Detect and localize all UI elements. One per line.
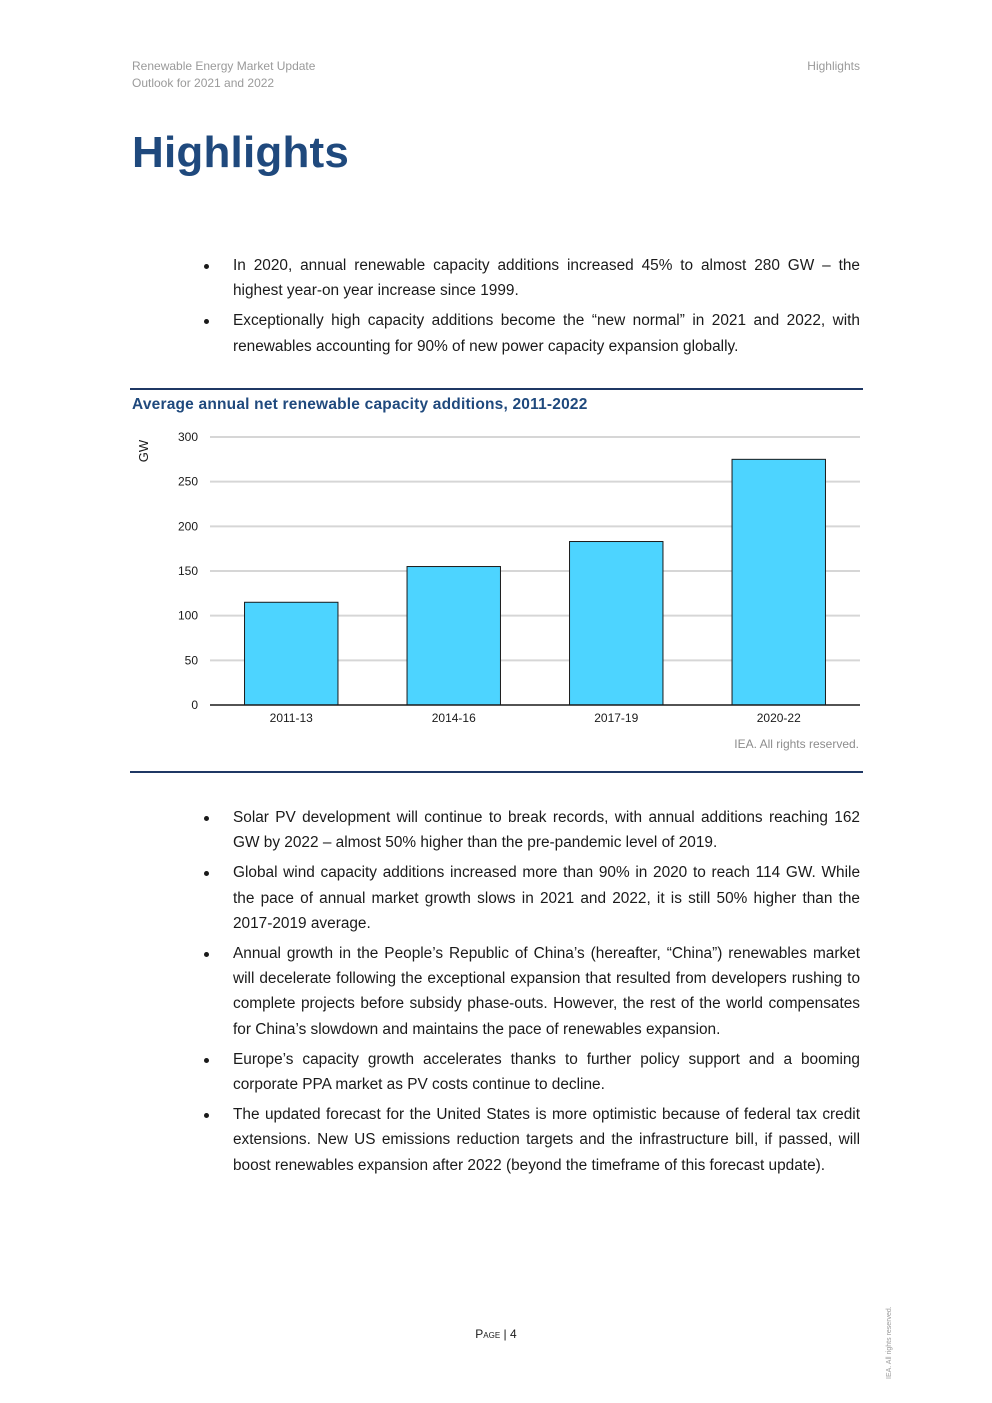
page-number: Page | 4	[475, 1327, 517, 1341]
bar-chart	[130, 425, 865, 730]
bullet-icon	[204, 871, 209, 876]
bullet-icon	[204, 264, 209, 269]
bullet-item	[204, 1047, 860, 1097]
bullet-item	[204, 941, 860, 1042]
bar	[407, 567, 500, 705]
x-tick-label: 2020-22	[756, 711, 801, 725]
bullet-list-top	[204, 253, 860, 364]
y-tick-label: 0	[191, 698, 198, 712]
page-label: Page	[475, 1327, 501, 1341]
bullet-icon	[204, 319, 209, 324]
bullet-icon	[204, 1113, 209, 1118]
bullet-icon	[204, 1058, 209, 1063]
bullet-text: In 2020, annual renewable capacity additions increased 45% to almost 280 GW – the highest year-on year increase since 1999.	[233, 257, 860, 300]
page-title: Highlights	[132, 128, 350, 177]
y-tick-label: 200	[177, 519, 198, 534]
running-header-section: Highlights	[807, 59, 860, 73]
bullet-icon	[204, 816, 209, 821]
x-tick-label: 2011-13	[269, 711, 313, 725]
bullet-item	[204, 860, 860, 936]
y-tick-label: 50	[184, 653, 198, 668]
bullet-text: Global wind capacity additions increased more than 90% in 2020 to reach 114 GW. While the pace of annual market growth slows in 2021 and 2022, it is still 50% higher than the 2017-2019 average.	[233, 864, 860, 932]
chart-bottom-rule	[130, 771, 863, 773]
y-tick-label: 150	[177, 564, 198, 578]
page-number-value: 4	[510, 1327, 517, 1341]
bullet-item	[204, 1102, 860, 1178]
bullet-item	[204, 308, 860, 358]
x-tick-label: 2017-19	[594, 711, 639, 725]
y-axis-label: GW	[136, 439, 151, 463]
side-copyright: IEA. All rights reserved.	[886, 1306, 893, 1379]
y-tick-label: 300	[177, 430, 198, 444]
bullet-item	[204, 253, 860, 303]
x-tick-label: 2014-16	[431, 711, 476, 725]
report-subtitle: Outlook for 2021 and 2022	[132, 76, 275, 90]
bar	[570, 542, 663, 705]
chart-title: Average annual net renewable capacity additions, 2011-2022	[132, 396, 588, 413]
bar	[245, 602, 338, 705]
bullet-text: Annual growth in the People’s Republic of China’s (hereafter, “China”) renewables market will decelerate following the exceptional expansion that resulted from developers rushing to complete projects before subsidy phase-outs. However, the rest of the world compensates for China’s slowdown and maintains the pace of renewables expansion.	[233, 945, 860, 1038]
running-header-left	[132, 58, 315, 92]
bar	[732, 459, 825, 705]
chart-top-rule	[130, 388, 863, 390]
bullet-text: Europe’s capacity growth accelerates thanks to further policy support and a booming corporate PPA market as PV costs continue to decline.	[233, 1050, 860, 1094]
chart-source: IEA. All rights reserved.	[734, 737, 859, 751]
report-title: Renewable Energy Market Update	[132, 59, 316, 73]
bullet-item	[204, 805, 860, 855]
y-tick-label: 100	[177, 608, 198, 623]
y-tick-label: 250	[177, 474, 198, 489]
bullet-text: The updated forecast for the United States is more optimistic because of federal tax credit extensions. New US emissions reduction targets and the infrastructure bill, if passed, will boost renewables expansion after 2022 (beyond the timeframe of this forecast update).	[233, 1106, 860, 1174]
bullet-text: Exceptionally high capacity additions become the “new normal” in 2021 and 2022, with renewables accounting for 90% of new power capacity expansion globally.	[233, 312, 860, 355]
bullet-icon	[204, 952, 209, 957]
bullet-text: Solar PV development will continue to break records, with annual additions reaching 162 GW by 2022 – almost 50% higher than the pre-pandemic level of 2019.	[233, 809, 860, 852]
bullet-list-bottom	[204, 805, 860, 1183]
